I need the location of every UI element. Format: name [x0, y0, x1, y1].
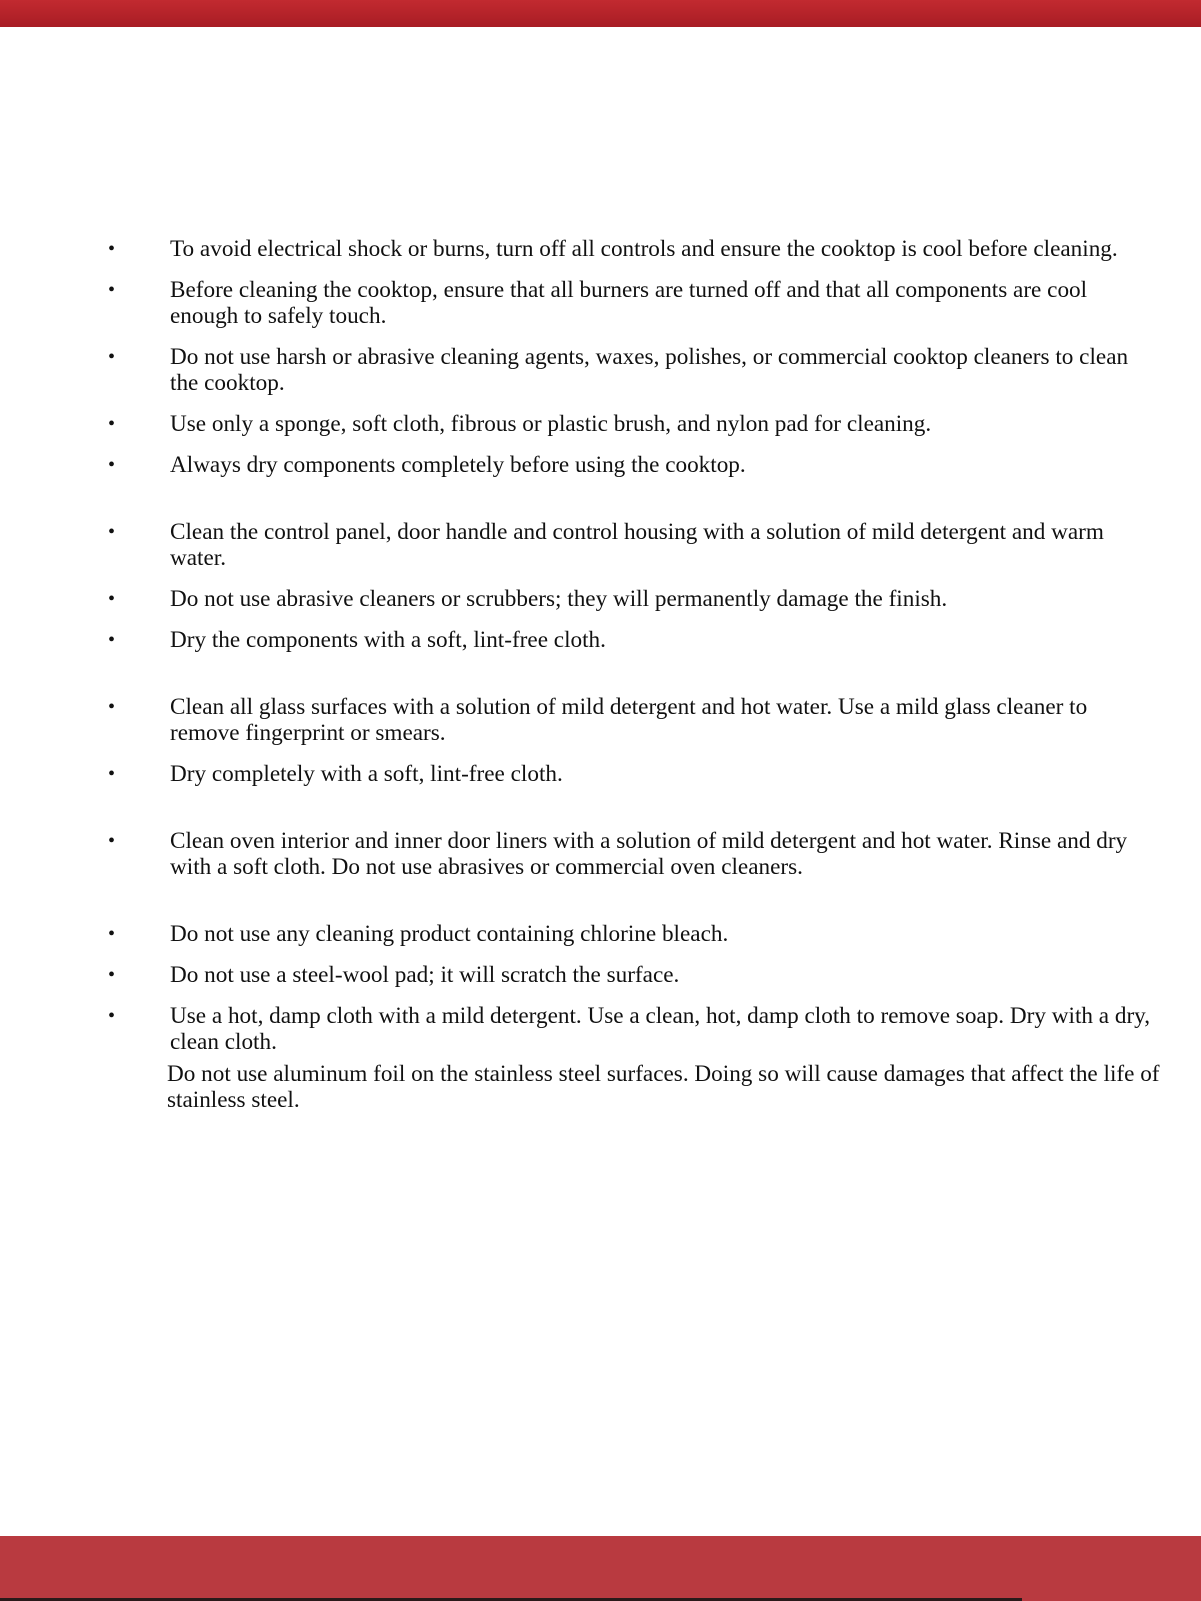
list-item: • Dry the components with a soft, lint-free cloth.	[108, 627, 606, 653]
bullet-icon: •	[108, 279, 116, 301]
bullet-icon: •	[108, 1005, 116, 1027]
list-item: • Always dry components completely before using the cooktop.	[108, 452, 746, 478]
list-item: • Use only a sponge, soft cloth, fibrous or plastic brush, and nylon pad for cleaning.	[108, 411, 932, 437]
list-item: • To avoid electrical shock or burns, turn off all controls and ensure the cooktop is cool before cleaning.	[108, 236, 1118, 262]
bullet-icon: •	[108, 238, 116, 260]
list-item: • Before cleaning the cooktop, ensure that all burners are turned off and that all components are cool enough to safely touch.	[108, 277, 1088, 329]
list-item: • Clean oven interior and inner door liners with a solution of mild detergent and hot water. Rinse and dry with a soft cloth. Do not use abrasives or commercial oven cleaners.	[108, 828, 1128, 880]
bullet-icon: •	[108, 696, 116, 718]
glass-section	[0, 694, 1201, 787]
footer-band	[0, 1536, 1201, 1601]
stainless-note: Do not use aluminum foil on the stainless steel surfaces. Doing so will cause damages that affect the life of stainless steel.	[167, 1061, 1160, 1113]
list-item: • Do not use harsh or abrasive cleaning agents, waxes, polishes, or commercial cooktop cleaners to clean the cooktop.	[108, 344, 1129, 396]
bullet-icon: •	[108, 346, 116, 368]
control-panel-section	[0, 519, 1201, 653]
bullet-icon: •	[108, 830, 116, 852]
cooktop-section	[0, 236, 1201, 478]
list-item: • Use a hot, damp cloth with a mild detergent. Use a clean, hot, damp cloth to remove soap. Dry with a dry, clean cloth.	[108, 1003, 1151, 1055]
bullet-icon: •	[108, 413, 116, 435]
bullet-icon: •	[108, 923, 116, 945]
list-item: • Clean all glass surfaces with a solution of mild detergent and hot water. Use a mild glass cleaner to remove fingerprint or smears.	[108, 694, 1088, 746]
list-item: • Do not use a steel-wool pad; it will scratch the surface.	[108, 962, 680, 988]
bullet-icon: •	[108, 588, 116, 610]
list-item: • Do not use abrasive cleaners or scrubbers; they will permanently damage the finish.	[108, 586, 948, 612]
bullet-icon: •	[108, 521, 116, 543]
list-item: • Do not use any cleaning product containing chlorine bleach.	[108, 921, 729, 947]
bullet-icon: •	[108, 629, 116, 651]
bullet-icon: •	[108, 964, 116, 986]
oven-interior-section	[0, 828, 1201, 880]
bullet-icon: •	[108, 763, 116, 785]
header-band	[0, 0, 1201, 27]
bullet-icon: •	[108, 454, 116, 476]
list-item: • Clean the control panel, door handle and control housing with a solution of mild detergent and warm water.	[108, 519, 1104, 571]
list-item: • Dry completely with a soft, lint-free cloth.	[108, 761, 563, 787]
stainless-steel-section	[0, 921, 1201, 1113]
cleaning-instructions	[0, 236, 1201, 1113]
